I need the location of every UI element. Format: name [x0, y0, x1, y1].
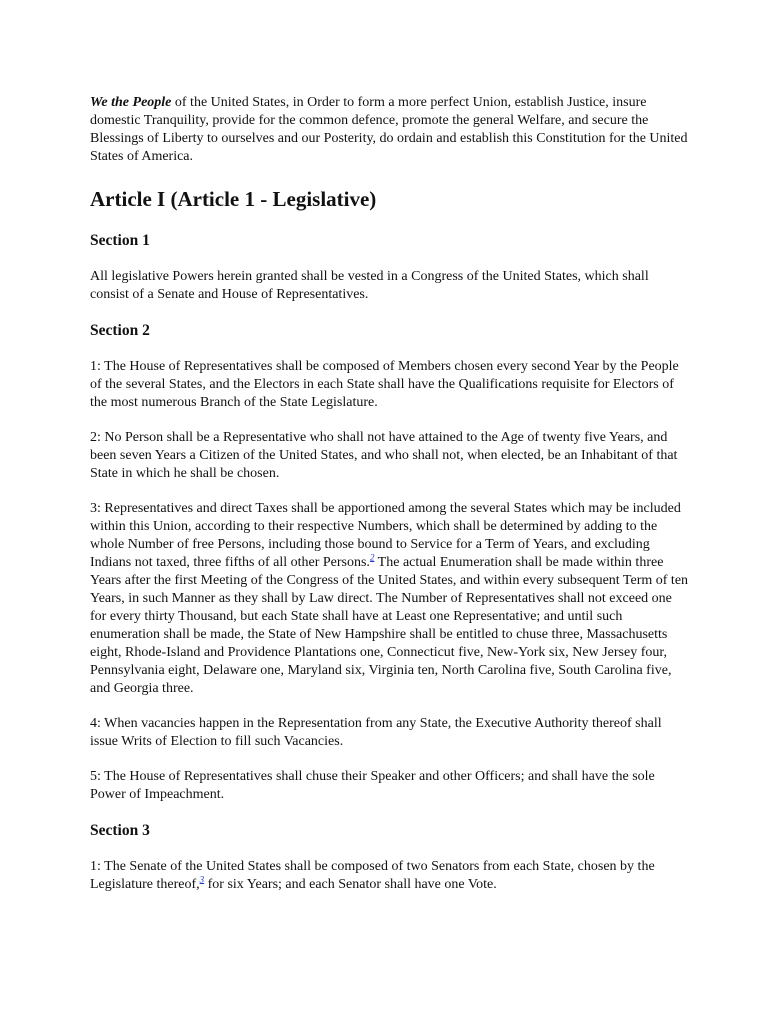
section-2-clause-5: 5: The House of Representatives shall chuse their Speaker and other Officers; and shall have the sole Power of Impeachment.: [90, 769, 655, 802]
section-2-clause-1: 1: The House of Representatives shall be composed of Members chosen every second Year by the People of the several States, and the Electors in each State shall have the Qualifications requisite for Electors of the most numerous Branch of the State Legislature.: [90, 359, 679, 410]
document-page: [90, 94, 690, 911]
section-3-heading: Section 3: [90, 822, 150, 839]
article-title: Article I (Article 1 - Legislative): [90, 187, 377, 211]
section-2-clause-3: [90, 500, 690, 698]
section-2-clause-4: 4: When vacancies happen in the Representation from any State, the Executive Authority thereof shall issue Writs of Election to fill such Vacancies.: [90, 716, 662, 749]
section-2-clause-2: 2: No Person shall be a Representative who shall not have attained to the Age of twenty five Years, and been seven Years a Citizen of the United States, and who shall not, when elected, be an Inhabitant of that State in which he shall be chosen.: [90, 430, 678, 481]
section-1-text: All legislative Powers herein granted shall be vested in a Congress of the United States, which shall consist of a Senate and House of Representatives.: [90, 269, 649, 302]
section-2-heading: Section 2: [90, 322, 150, 339]
section-3-clause-1-text-a: 1: The Senate of the United States shall be composed of two Senators from each State, chosen by the Legislature thereof,: [90, 859, 655, 892]
preamble-text: of the United States, in Order to form a more perfect Union, establish Justice, insure domestic Tranquility, provide for the common defence, promote the general Welfare, and secure the Blessings of Liberty to ourselves and our Posterity, do ordain and establish this Constitution for the United States of America.: [90, 95, 688, 164]
section-2-clause-3-text-b: The actual Enumeration shall be made within three Years after the first Meeting of the Congress of the United States, and within every subsequent Term of ten Years, in such Manner as they shall by Law direct. The Number of Representatives shall not exceed one for every thirty Thousand, but each State shall have at Least one Representative; and until such enumeration shall be made, the State of New Hampshire shall be entitled to chuse three, Massachusetts eight, Rhode-Island and Providence Plantations one, Connecticut five, New-York six, New Jersey four, Pennsylvania eight, Delaware one, Maryland six, Virginia ten, North Carolina five, South Carolina five, and Georgia three.: [90, 555, 689, 696]
footnote-link-2[interactable]: 2: [369, 552, 375, 563]
preamble-paragraph: [90, 94, 690, 166]
section-1-heading: Section 1: [90, 232, 150, 249]
section-3-clause-1-text-b: for six Years; and each Senator shall have one Vote.: [204, 877, 497, 892]
preamble-lead: We the People: [90, 95, 172, 110]
footnote-link-3[interactable]: 3: [199, 874, 205, 885]
section-2-clause-3-text-a: 3: Representatives and direct Taxes shall be apportioned among the several States which may be included within this Union, according to their respective Numbers, which shall be determined by adding to the whole Number of free Persons, including those bound to Service for a Term of Years, and excluding Indians not taxed, three fifths of all other Persons.: [90, 501, 681, 570]
section-3-clause-1: [90, 858, 690, 894]
